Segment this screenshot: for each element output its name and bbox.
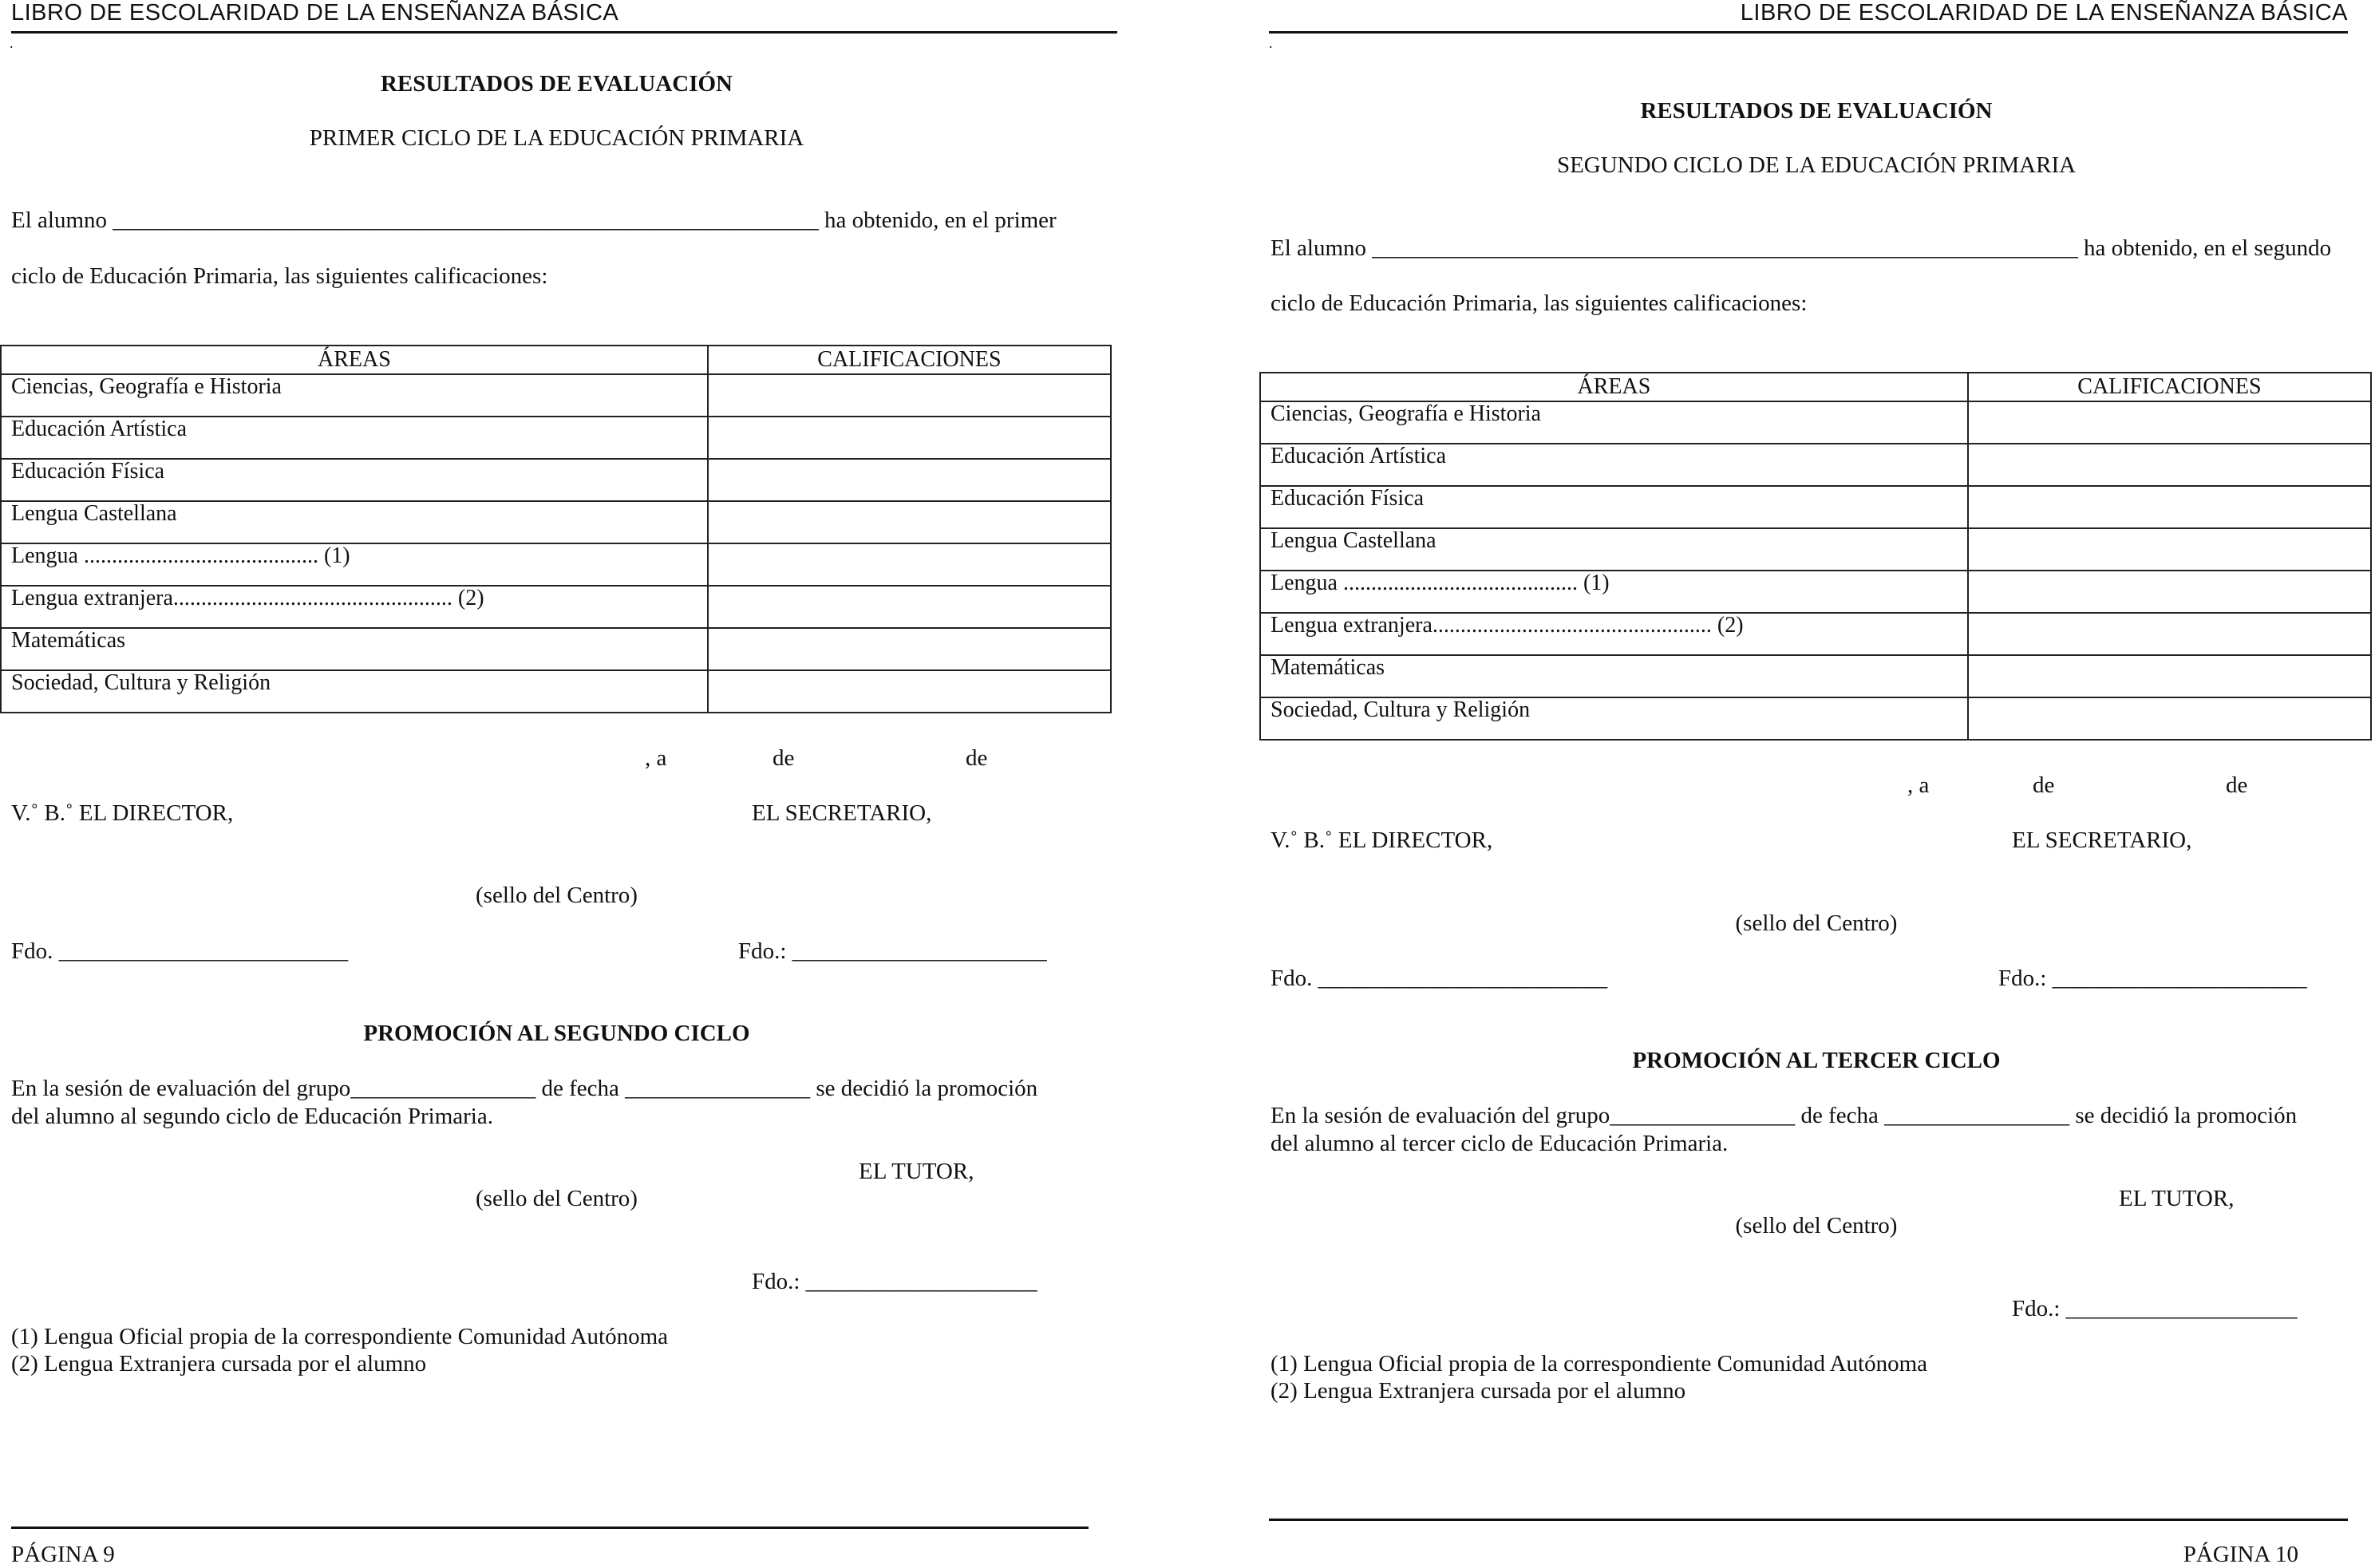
director-signature: Fdo. _________________________ (1270, 966, 1608, 991)
area-name: Lengua .......................................... (1) (1260, 571, 1968, 613)
area-name: Ciencias, Geografía e Historia (1, 374, 708, 417)
grade-cell[interactable] (708, 501, 1111, 543)
table-row (1260, 486, 2371, 528)
director-label: V.˚ B.˚ EL DIRECTOR, (11, 800, 234, 826)
grade-cell[interactable] (1968, 613, 2371, 655)
page-title: RESULTADOS DE EVALUACIÓN (1640, 98, 1993, 124)
date-a: , a (645, 745, 667, 771)
running-header: LIBRO DE ESCOLARIDAD DE LA ENSEÑANZA BÁSICA (11, 0, 619, 26)
date-de-2: de (2226, 772, 2248, 798)
table-row (1260, 697, 2371, 740)
footnote-1: (1) Lengua Oficial propia de la correspondiente Comunidad Autónoma (1270, 1351, 1928, 1376)
grades-table (1259, 372, 2372, 741)
area-name: Educación Física (1260, 486, 1968, 528)
area-name: Lengua Castellana (1, 501, 708, 543)
area-name: Educación Artística (1, 417, 708, 459)
footnote-1: (1) Lengua Oficial propia de la correspondiente Comunidad Autónoma (11, 1324, 669, 1349)
area-name: Lengua extranjera.................................................. (2) (1, 586, 708, 628)
table-row (1, 628, 1111, 670)
tutor-signature: Fdo.: ____________________ (2012, 1296, 2298, 1321)
grade-cell[interactable] (708, 459, 1111, 501)
table-row (1, 543, 1111, 586)
running-header: LIBRO DE ESCOLARIDAD DE LA ENSEÑANZA BÁSICA (1740, 0, 2348, 26)
footer-rule (1269, 1519, 2348, 1521)
area-name: Ciencias, Geografía e Historia (1260, 401, 1968, 444)
footnote-2: (2) Lengua Extranjera cursada por el alumno (1270, 1378, 1686, 1404)
table-row (1, 586, 1111, 628)
grade-cell[interactable] (1968, 655, 2371, 697)
page-9 (0, 0, 1188, 1567)
tutor-label: EL TUTOR, (859, 1159, 974, 1184)
grade-cell[interactable] (1968, 444, 2371, 486)
area-name: Lengua .......................................... (1) (1, 543, 708, 586)
header-rule (11, 31, 1117, 34)
page-subtitle: PRIMER CICLO DE LA EDUCACIÓN PRIMARIA (309, 125, 804, 151)
grade-cell[interactable] (708, 670, 1111, 713)
secretary-signature: Fdo.: ______________________ (1998, 966, 2307, 991)
grade-cell[interactable] (708, 374, 1111, 417)
grades-header: CALIFICACIONES (708, 346, 1111, 374)
seal-label: (sello del Centro) (1735, 910, 1898, 936)
footnote-2: (2) Lengua Extranjera cursada por el alumno (11, 1351, 427, 1376)
director-label: V.˚ B.˚ EL DIRECTOR, (1270, 827, 1493, 853)
director-signature: Fdo. _________________________ (11, 938, 349, 964)
area-name: Sociedad, Cultura y Religión (1260, 697, 1968, 740)
footer-rule (11, 1527, 1089, 1529)
promotion-statement-cont: del alumno al tercer ciclo de Educación Primaria. (1270, 1131, 1729, 1156)
date-de-2: de (966, 745, 988, 771)
tutor-signature: Fdo.: ____________________ (752, 1269, 1037, 1294)
student-statement-cont: ciclo de Educación Primaria, las siguientes calificaciones: (11, 263, 548, 289)
area-name: Sociedad, Cultura y Religión (1, 670, 708, 713)
table-row (1260, 528, 2371, 571)
promotion-statement: En la sesión de evaluación del grupo________________ de fecha ________________ se decidió la promoción (11, 1076, 1038, 1101)
table-row (1, 417, 1111, 459)
table-row (1, 459, 1111, 501)
date-de-1: de (773, 745, 795, 771)
page-number: PÁGINA 10 (2183, 1542, 2298, 1567)
grade-cell[interactable] (708, 586, 1111, 628)
header-dot: . (10, 35, 14, 51)
date-de-1: de (2033, 772, 2055, 798)
table-row (1260, 613, 2371, 655)
table-row (1, 670, 1111, 713)
page-subtitle: SEGUNDO CICLO DE LA EDUCACIÓN PRIMARIA (1556, 152, 2077, 178)
tutor-label: EL TUTOR, (2119, 1186, 2235, 1211)
grade-cell[interactable] (708, 543, 1111, 586)
grade-cell[interactable] (1968, 401, 2371, 444)
secretary-signature: Fdo.: ______________________ (738, 938, 1047, 964)
table-row (1260, 401, 2371, 444)
area-name: Matemáticas (1260, 655, 1968, 697)
table-header-row (1, 346, 1111, 374)
table-header-row (1260, 373, 2371, 401)
student-statement-cont: ciclo de Educación Primaria, las siguientes calificaciones: (1270, 290, 1808, 316)
area-name: Lengua Castellana (1260, 528, 1968, 571)
page-10 (1188, 0, 2375, 1567)
promotion-title: PROMOCIÓN AL SEGUNDO CICLO (363, 1021, 750, 1046)
secretary-label: EL SECRETARIO, (752, 800, 932, 826)
promotion-statement: En la sesión de evaluación del grupo________________ de fecha ________________ se decidió la promoción (1270, 1103, 2298, 1128)
grade-cell[interactable] (708, 417, 1111, 459)
page-title: RESULTADOS DE EVALUACIÓN (380, 71, 733, 97)
table-row (1, 501, 1111, 543)
area-name: Matemáticas (1, 628, 708, 670)
area-name: Educación Física (1, 459, 708, 501)
promotion-statement-cont: del alumno al segundo ciclo de Educación Primaria. (11, 1104, 493, 1129)
promotion-title: PROMOCIÓN AL TERCER CICLO (1632, 1048, 2001, 1073)
grade-cell[interactable] (1968, 486, 2371, 528)
area-name: Educación Artística (1260, 444, 1968, 486)
student-statement: El alumno _____________________________________________________________ ha obtenido, en el segundo (1270, 235, 2332, 261)
grades-header: CALIFICACIONES (1968, 373, 2371, 401)
date-a: , a (1907, 772, 1930, 798)
grades-table (0, 345, 1112, 713)
page-number: PÁGINA 9 (11, 1542, 115, 1567)
seal-label: (sello del Centro) (476, 1186, 638, 1211)
grade-cell[interactable] (1968, 571, 2371, 613)
areas-header: ÁREAS (1, 346, 708, 374)
table-row (1260, 655, 2371, 697)
grade-cell[interactable] (708, 628, 1111, 670)
header-dot: . (1269, 35, 1273, 51)
table-row (1, 374, 1111, 417)
student-statement: El alumno _____________________________________________________________ ha obtenido, en el primer (11, 207, 1057, 233)
seal-label: (sello del Centro) (476, 883, 638, 908)
grade-cell[interactable] (1968, 697, 2371, 740)
areas-header: ÁREAS (1260, 373, 1968, 401)
table-row (1260, 444, 2371, 486)
grade-cell[interactable] (1968, 528, 2371, 571)
secretary-label: EL SECRETARIO, (2012, 827, 2192, 853)
header-rule (1269, 31, 2348, 34)
table-row (1260, 571, 2371, 613)
seal-label: (sello del Centro) (1735, 1213, 1898, 1238)
area-name: Lengua extranjera.................................................. (2) (1260, 613, 1968, 655)
